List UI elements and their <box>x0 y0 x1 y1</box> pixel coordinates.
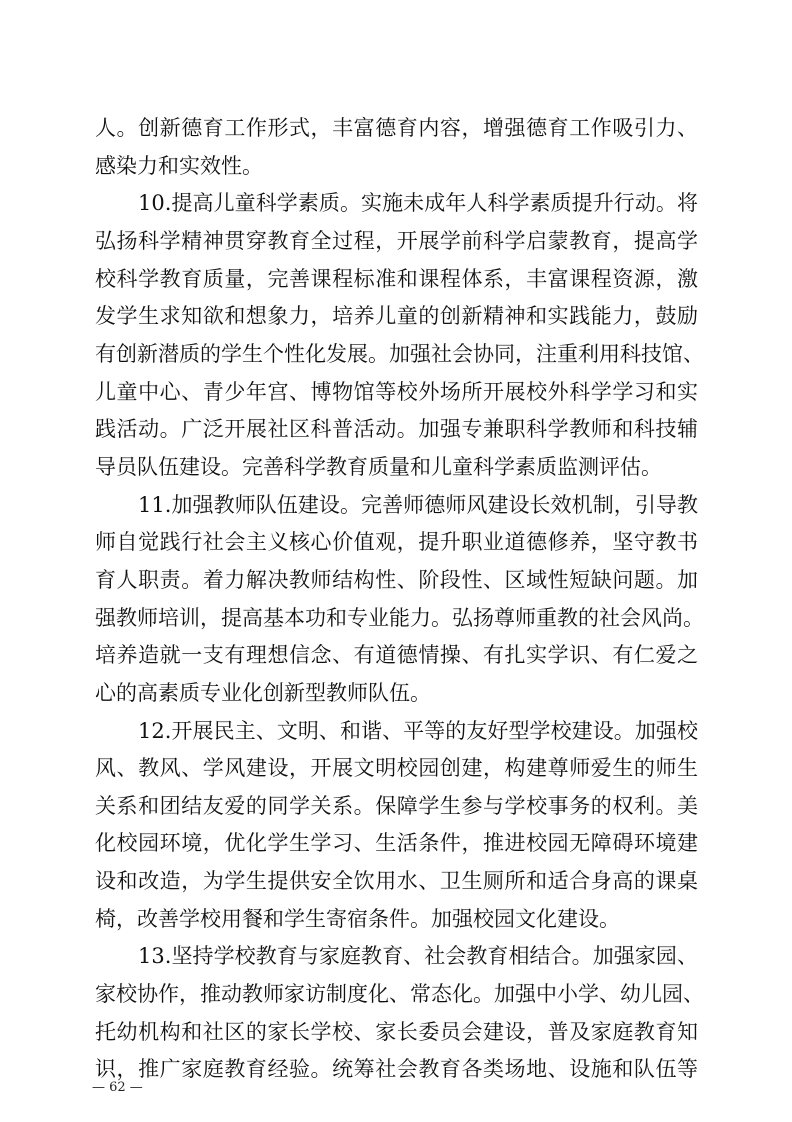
text-line: 感染力和实效性。 <box>95 154 263 178</box>
text-line: 师自觉践行社会主义核心价值观，提升职业道德修养，坚守教书 <box>95 530 698 554</box>
text-line: 家校协作，推动教师家访制度化、常态化。加强中小学、幼儿园、 <box>95 982 704 1006</box>
text-line: 发学生求知欲和想象力，培养儿童的创新精神和实践能力，鼓励 <box>95 304 698 328</box>
text-line: 托幼机构和社区的家长学校、家长委员会建设，普及家庭教育知 <box>95 1020 698 1044</box>
text-line: 弘扬科学精神贯穿教育全过程，开展学前科学启蒙教育，提高学 <box>95 229 698 253</box>
page-number: — 62 — <box>92 1080 143 1095</box>
text-line: 12.开展民主、文明、和谐、平等的友好型学校建设。加强校 <box>138 719 698 743</box>
text-line: 风、教风、学风建设，开展文明校园创建，构建尊师爱生的师生 <box>95 756 698 780</box>
text-line: 心的高素质专业化创新型教师队伍。 <box>95 681 431 705</box>
text-line: 椅，改善学校用餐和学生寄宿条件。加强校园文化建设。 <box>95 907 620 931</box>
text-line: 13.坚持学校教育与家庭教育、社会教育相结合。加强家园、 <box>138 944 698 968</box>
text-line: 化校园环境，优化学生学习、生活条件，推进校园无障碍环境建 <box>95 831 698 855</box>
text-line: 11.加强教师队伍建设。完善师德师风建设长效机制，引导教 <box>138 493 698 517</box>
text-line: 校科学教育质量，完善课程标准和课程体系，丰富课程资源，激 <box>95 267 698 291</box>
text-line: 育人职责。着力解决教师结构性、阶段性、区域性短缺问题。加 <box>95 568 698 592</box>
text-line: 强教师培训，提高基本功和专业能力。弘扬尊师重教的社会风尚。 <box>95 606 704 630</box>
text-line: 设和改造，为学生提供安全饮用水、卫生厕所和适合身高的课桌 <box>95 869 698 893</box>
text-line: 导员队伍建设。完善科学教育质量和儿童科学素质监测评估。 <box>95 455 662 479</box>
text-line: 识，推广家庭教育经验。统筹社会教育各类场地、设施和队伍等 <box>95 1057 698 1081</box>
text-line: 有创新潜质的学生个性化发展。加强社会协同，注重利用科技馆、 <box>95 342 704 366</box>
text-line: 儿童中心、青少年宫、博物馆等校外场所开展校外科学学习和实 <box>95 380 698 404</box>
text-line: 关系和团结友爱的同学关系。保障学生参与学校事务的权利。美 <box>95 794 698 818</box>
text-line: 践活动。广泛开展社区科普活动。加强专兼职科学教师和科技辅 <box>95 417 698 441</box>
text-line: 人。创新德育工作形式，丰富德育内容，增强德育工作吸引力、 <box>95 116 698 140</box>
text-line: 培养造就一支有理想信念、有道德情操、有扎实学识、有仁爱之 <box>95 643 698 667</box>
text-line: 10.提高儿童科学素质。实施未成年人科学素质提升行动。将 <box>138 191 698 215</box>
